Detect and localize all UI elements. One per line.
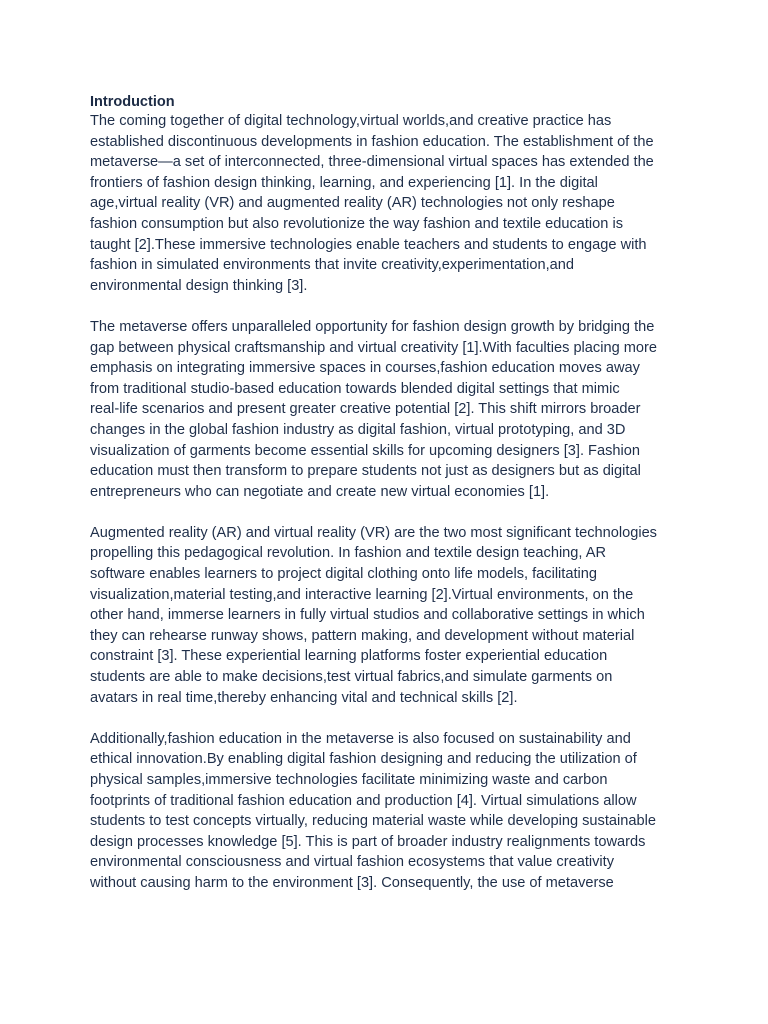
text-line: other hand, immerse learners in fully virtual studios and collaborative settings in which: [90, 607, 645, 624]
text-line: environmental consciousness and virtual fashion ecosystems that value creativity: [90, 854, 615, 871]
text-line: age,virtual reality (VR) and augmented reality (AR) technologies not only reshape: [90, 195, 615, 212]
text-line: taught [2].These immersive technologies enable teachers and students to engage with: [90, 236, 647, 253]
body-paragraph: [90, 111, 690, 296]
text-line: environmental design thinking [3].: [90, 277, 308, 294]
text-line: frontiers of fashion design thinking, learning, and experiencing [1]. In the digital: [90, 174, 598, 191]
text-line: emphasis on integrating immersive spaces in courses,fashion education moves away: [90, 360, 640, 377]
text-line: education must then transform to prepare students not just as designers but as digital: [90, 463, 641, 480]
text-line: entrepreneurs who can negotiate and create new virtual economies [1].: [90, 483, 550, 500]
paragraphs-container: [90, 111, 690, 894]
text-line: The metaverse offers unparalleled opportunity for fashion design growth by bridging the: [90, 318, 655, 335]
text-line: from traditional studio-based education towards blended digital settings that mimic: [90, 380, 620, 397]
body-paragraph: [90, 523, 690, 708]
text-line: students are able to make decisions,test virtual fabrics,and simulate garments on: [90, 669, 613, 686]
section-heading: Introduction: [90, 94, 175, 110]
text-line: physical samples,immersive technologies facilitate minimizing waste and carbon: [90, 772, 608, 788]
text-line: The coming together of digital technology,virtual worlds,and creative practice has: [90, 113, 612, 129]
text-line: ethical innovation.By enabling digital fashion designing and reducing the utilization of: [90, 751, 637, 768]
text-line: they can rehearse runway shows, pattern making, and development without material: [90, 627, 635, 644]
text-line: changes in the global fashion industry as digital fashion, virtual prototyping, and 3D: [90, 421, 626, 438]
text-line: without causing harm to the environment [3]. Consequently, the use of metaverse: [90, 874, 614, 891]
text-line: footprints of traditional fashion education and production [4]. Virtual simulations allow: [90, 792, 637, 809]
text-line: Additionally,fashion education in the metaverse is also focused on sustainability and: [90, 730, 631, 747]
text-line: metaverse—a set of interconnected, three-dimensional virtual spaces has extended the: [90, 154, 654, 171]
body-paragraph: [90, 317, 690, 502]
text-line: software enables learners to project digital clothing onto life models, facilitating: [90, 566, 598, 583]
text-line: constraint [3]. These experiential learning platforms foster experiential education: [90, 648, 608, 665]
text-line: Augmented reality (AR) and virtual reality (VR) are the two most significant technologies: [90, 524, 657, 541]
text-line: fashion in simulated environments that invite creativity,experimentation,and: [90, 257, 575, 274]
text-line: visualization,material testing,and interactive learning [2].Virtual environments, on the: [90, 586, 634, 603]
text-line: gap between physical craftsmanship and virtual creativity [1].With faculties placing more: [90, 339, 657, 356]
text-line: design processes knowledge [5]. This is part of broader industry realignments towards: [90, 833, 646, 850]
text-line: real-life scenarios and present greater creative potential [2]. This shift mirrors broader: [90, 401, 641, 418]
text-line: propelling this pedagogical revolution. In fashion and textile design teaching, AR: [90, 545, 606, 562]
text-line: visualization of garments become essential skills for upcoming designers [3]. Fashion: [90, 442, 640, 459]
document-page: [90, 93, 690, 914]
text-line: fashion consumption but also revolutionize the way fashion and textile education is: [90, 215, 623, 232]
text-line: established discontinuous developments in fashion education. The establishment of the: [90, 133, 654, 150]
text-line: students to test concepts virtually, reducing material waste while developing sustainable: [90, 813, 656, 830]
text-line: avatars in real time,thereby enhancing vital and technical skills [2].: [90, 689, 518, 706]
body-paragraph: [90, 729, 690, 894]
